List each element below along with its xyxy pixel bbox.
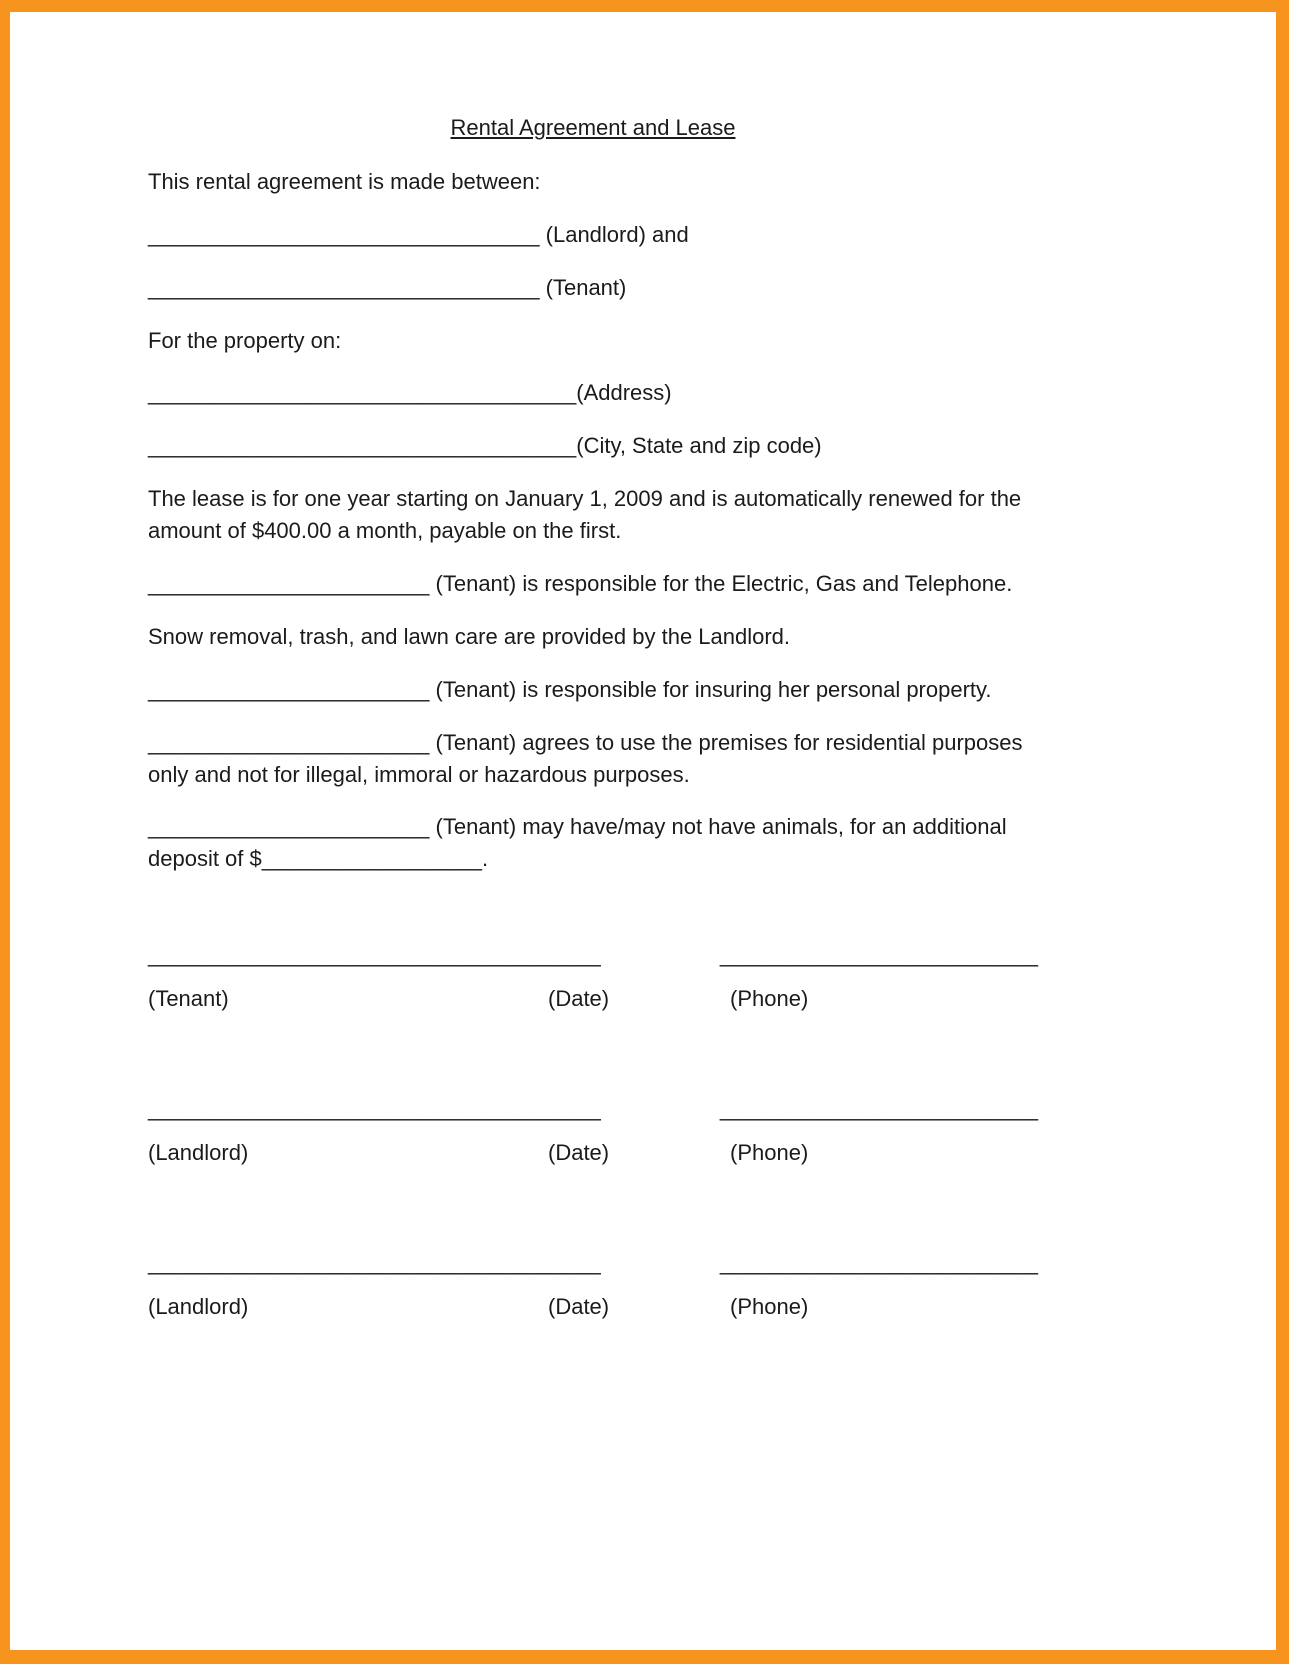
paragraph-lease-terms: The lease is for one year starting on January 1, 2009 and is automatically renewed for the amount of $400.00 a month, payable on the first. <box>148 486 1028 544</box>
paragraph-utilities: _______________________ (Tenant) is responsible for the Electric, Gas and Telephone. <box>148 571 1013 597</box>
paragraph-property-intro: For the property on: <box>148 327 342 353</box>
phone-label: (Phone) <box>730 986 809 1012</box>
signature-section <box>148 939 1038 1322</box>
signature-block-tenant <box>148 939 1038 1015</box>
paragraph-address-blank: ___________________________________(Address) <box>148 380 672 406</box>
signature-blank-line: _____________________________________ <box>148 942 601 968</box>
signature-lines-row <box>148 1247 1038 1279</box>
signature-blank-line: _____________________________________ <box>148 1096 601 1122</box>
party-label: (Tenant) <box>148 986 229 1012</box>
signature-lines-row <box>148 1093 1038 1125</box>
signature-lines-row <box>148 939 1038 971</box>
paragraph-residential-use: _______________________ (Tenant) agrees to use the premises for residential purposes only and not for illegal, immoral or hazardous purposes. <box>148 729 1029 787</box>
signature-block-landlord-1 <box>148 1093 1038 1169</box>
paragraph-landlord-services: Snow removal, trash, and lawn care are provided by the Landlord. <box>148 623 791 649</box>
signature-labels-row <box>148 983 1038 1015</box>
signature-labels-row <box>148 1137 1038 1169</box>
document-page <box>10 12 1276 1650</box>
phone-label: (Phone) <box>730 1293 809 1319</box>
date-label: (Date) <box>548 1139 610 1165</box>
party-label: (Landlord) <box>148 1139 249 1165</box>
paragraph-city-state-zip-blank: ___________________________________(City, State and zip code) <box>148 433 822 459</box>
date-label: (Date) <box>548 1293 610 1319</box>
phone-label: (Phone) <box>730 1139 809 1165</box>
party-label: (Landlord) <box>148 1293 249 1319</box>
document-content <box>148 112 1038 1401</box>
paragraph-intro: This rental agreement is made between: <box>148 168 541 194</box>
page-title: Rental Agreement and Lease <box>450 115 736 140</box>
date-label: (Date) <box>548 986 610 1012</box>
phone-blank-line: __________________________ <box>719 942 1038 968</box>
phone-blank-line: __________________________ <box>719 1096 1038 1122</box>
paragraph-tenant-blank: ________________________________ (Tenant) <box>148 274 627 300</box>
paragraph-animals-deposit: _______________________ (Tenant) may have/may not have animals, for an additional deposit of $__________________. <box>148 814 1013 872</box>
signature-labels-row <box>148 1291 1038 1323</box>
signature-blank-line: _____________________________________ <box>148 1249 601 1275</box>
paragraph-landlord-blank: ________________________________ (Landlord) and <box>148 221 689 247</box>
phone-blank-line: __________________________ <box>719 1249 1038 1275</box>
paragraph-insurance: _______________________ (Tenant) is responsible for insuring her personal property. <box>148 676 992 702</box>
signature-block-landlord-2 <box>148 1247 1038 1323</box>
